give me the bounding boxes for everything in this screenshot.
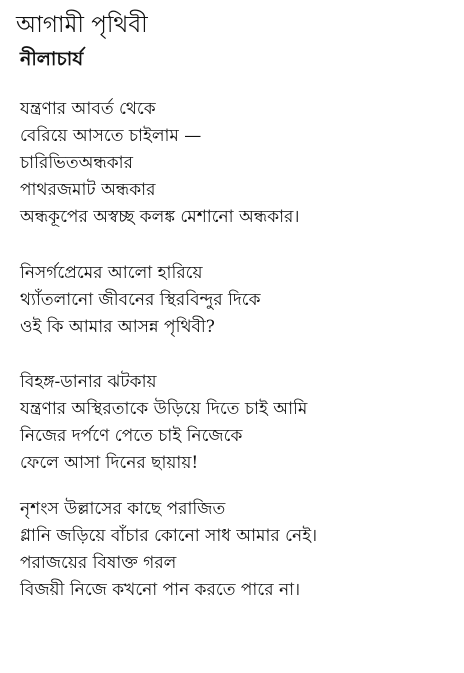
poem-line: বিহঙ্গ-ডানার ঝটকায় <box>20 372 157 392</box>
poem-line: গ্লানি জড়িয়ে বাঁচার কোনো সাধ আমার নেই। <box>20 526 318 546</box>
stanza-2 <box>20 260 456 341</box>
poem-line: ওই কি আমার আসন্ন পৃথিবী? <box>20 317 215 337</box>
stanza-1 <box>20 96 456 231</box>
stanza-3 <box>20 369 456 477</box>
poem-line: থ্যাঁতলানো জীবনের স্থিরবিন্দুর দিকে <box>20 290 261 310</box>
poem-author: নীলাচার্য <box>20 48 84 70</box>
poem-line: যন্ত্রণার অস্থিরতাকে উড়িয়ে দিতে চাই আমি <box>20 399 308 419</box>
poem-line: পাথরজমাট অন্ধকার <box>20 180 156 200</box>
poem-title: আগামী পৃথিবী <box>16 12 148 38</box>
poem-line: যন্ত্রণার আবর্ত থেকে <box>20 99 156 119</box>
poem-line: নিজের দর্পণে পেতে চাই নিজেকে <box>20 426 243 446</box>
stanza-4 <box>20 496 456 604</box>
poem-line: বিজয়ী নিজে কখনো পান করতে পারে না। <box>20 580 301 600</box>
poem-line: বেরিয়ে আসতে চাইলাম — <box>20 126 202 146</box>
poem-line: অন্ধকূপের অস্বচ্ছ কলঙ্ক মেশানো অন্ধকার। <box>20 207 300 227</box>
poem-line: চারিভিতঅন্ধকার <box>20 153 133 173</box>
poem-line: পরাজয়ের বিষাক্ত গরল <box>20 553 177 573</box>
poem-line: ফেলে আসা দিনের ছায়ায়! <box>20 453 199 473</box>
poem-line: নিসর্গপ্রেমের আলো হারিয়ে <box>20 263 203 283</box>
poem-line: নৃশংস উল্লাসের কাছে পরাজিত <box>20 499 226 519</box>
